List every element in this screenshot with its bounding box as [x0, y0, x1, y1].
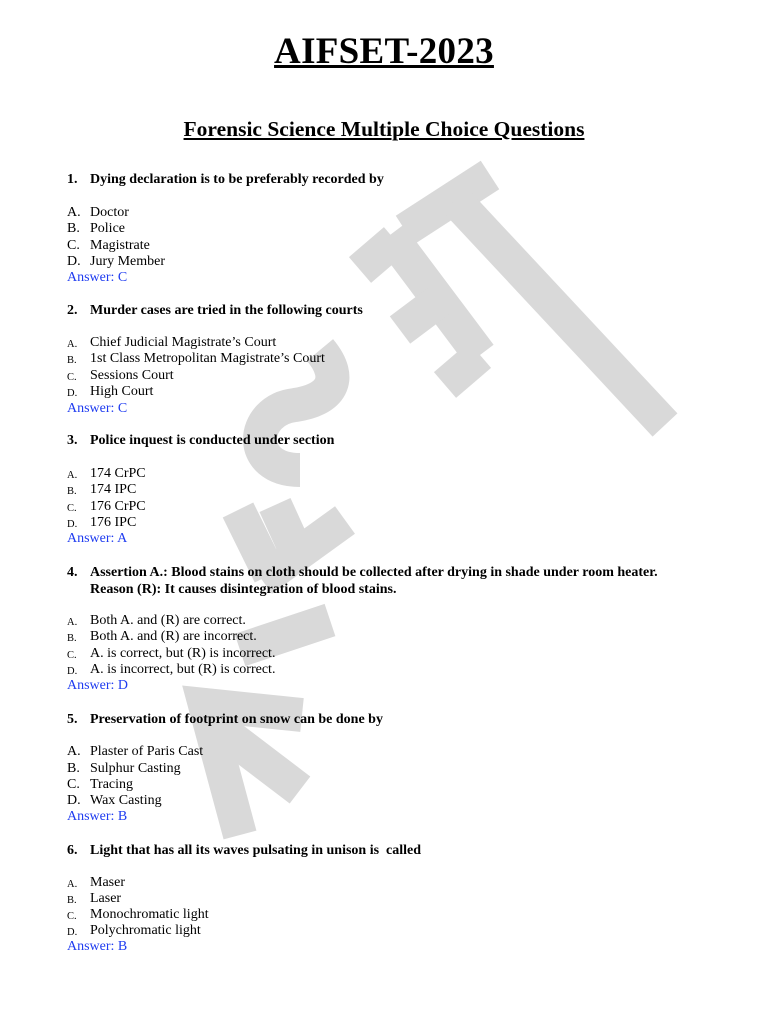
option-text: A. is incorrect, but (R) is correct. [90, 662, 276, 677]
option-text: High Court [90, 384, 154, 399]
question-body: Police inquest is conducted under section [90, 433, 335, 448]
option-letter: D. [67, 519, 78, 530]
option-letter: B. [67, 895, 77, 906]
answer-line: Answer: A [67, 531, 128, 546]
option-letter: C. [67, 650, 77, 661]
option-text: Sulphur Casting [90, 761, 181, 776]
option-text: 176 CrPC [90, 499, 146, 514]
option-text: Laser [90, 891, 122, 906]
option-letter: D. [67, 927, 78, 938]
option-letter: A. [67, 339, 78, 350]
option-letter: C. [67, 911, 77, 922]
question-number: 3. [67, 433, 78, 448]
option-text: Jury Member [90, 254, 166, 269]
option-letter: B. [67, 486, 77, 497]
question-body: Light that has all its waves pulsating in unison is called [90, 843, 422, 858]
option-letter: B. [67, 633, 77, 644]
option-letter: B. [67, 355, 77, 366]
option-text: Doctor [90, 205, 129, 220]
option-letter: A. [67, 744, 81, 759]
option-text: Magistrate [90, 238, 150, 253]
answer-line: Answer: C [67, 401, 128, 416]
question-number: 1. [67, 172, 78, 187]
option-letter: A. [67, 205, 81, 220]
option-letter: C. [67, 777, 80, 792]
option-text: Police [90, 221, 125, 236]
option-letter: D. [67, 793, 81, 808]
question-body-line-1: Assertion A.: Blood stains on cloth should be collected after drying in shade under room heater. [90, 565, 658, 580]
option-letter: B. [67, 221, 80, 236]
option-text: Tracing [90, 777, 134, 792]
option-text: Sessions Court [90, 368, 174, 383]
option-letter: D. [67, 388, 78, 399]
question-number: 6. [67, 843, 78, 858]
option-text: Chief Judicial Magistrate’s Court [90, 335, 277, 350]
option-letter: C. [67, 503, 77, 514]
option-text: Both A. and (R) are incorrect. [90, 629, 257, 644]
question-body: Murder cases are tried in the following courts [90, 303, 363, 318]
answer-line: Answer: D [67, 678, 129, 693]
option-text: Wax Casting [90, 793, 162, 808]
option-text: 174 IPC [90, 482, 137, 497]
answer-line: Answer: C [67, 270, 128, 285]
answer-line: Answer: B [67, 939, 128, 954]
option-text: Polychromatic light [90, 923, 201, 938]
option-text: Both A. and (R) are correct. [90, 613, 246, 628]
page-title: AIFSET-2023 [274, 31, 494, 72]
option-text: Plaster of Paris Cast [90, 744, 204, 759]
option-text: 174 CrPC [90, 466, 146, 481]
option-letter: A. [67, 879, 78, 890]
question-body-line-2: Reason (R): It causes disintegration of blood stains. [90, 581, 397, 597]
question-number: 4. [67, 565, 78, 580]
option-text: 176 IPC [90, 515, 137, 530]
option-text: A. is correct, but (R) is incorrect. [90, 646, 276, 661]
question-body: Dying declaration is to be preferably recorded by [90, 172, 384, 187]
option-text: 1st Class Metropolitan Magistrate’s Court [90, 351, 325, 366]
option-letter: B. [67, 761, 80, 776]
option-letter: C. [67, 372, 77, 383]
option-letter: A. [67, 470, 78, 481]
option-letter: D. [67, 666, 78, 677]
answer-line: Answer: B [67, 809, 128, 824]
question-body: Preservation of footprint on snow can be done by [90, 712, 383, 727]
option-text: Monochromatic light [90, 907, 209, 922]
option-text: Maser [90, 875, 125, 890]
question-number: 2. [67, 303, 78, 318]
option-letter: D. [67, 254, 81, 269]
option-letter: C. [67, 238, 80, 253]
option-letter: A. [67, 617, 78, 628]
question-number: 5. [67, 712, 78, 727]
page-subtitle: Forensic Science Multiple Choice Questions [183, 117, 585, 141]
